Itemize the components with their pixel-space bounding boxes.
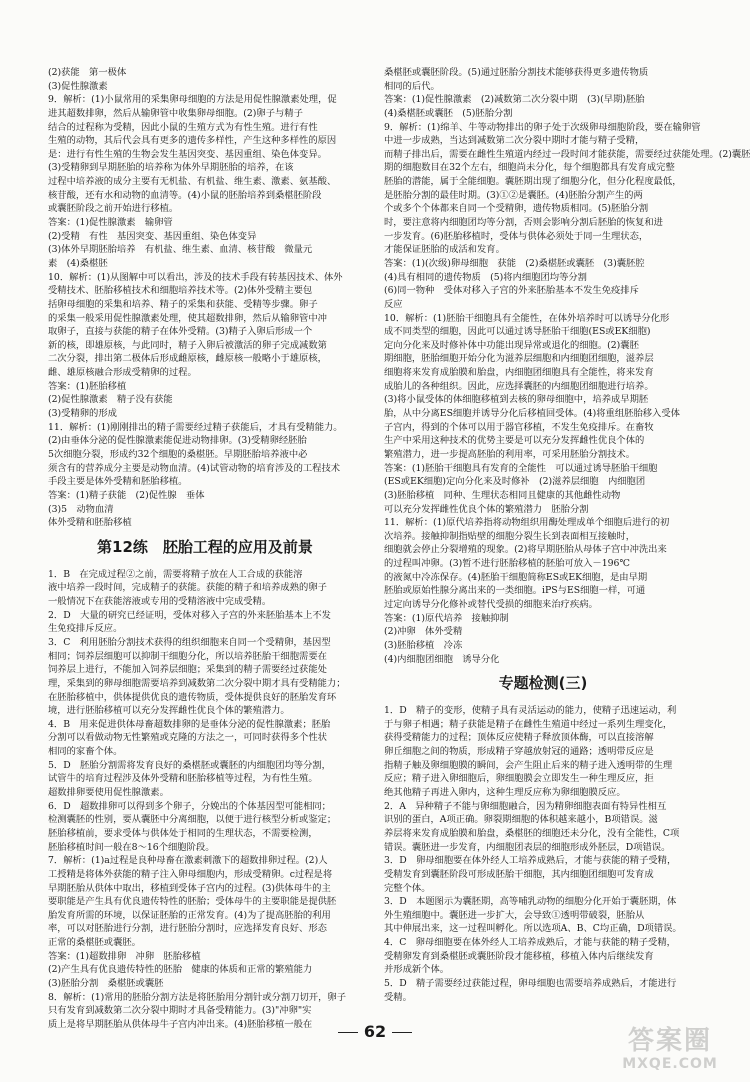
right-text-block-b: [384, 704, 702, 1004]
text-line: 试管牛的培育过程涉及体外受精和胚胎移植等过程，为有性生殖。: [48, 773, 318, 785]
text-line: 于与卵子相遇；精子获能是精子在雌性生殖道中经过一系列生理变化，: [384, 718, 673, 730]
text-line: 5次细胞分裂，形成约32个细胞的桑椹胚。早期胚胎培养液中必: [48, 448, 308, 460]
text-line: (4)内细胞团细胞 诱导分化: [384, 653, 500, 665]
text-line: 才能保证胚胎的成活和发育。: [384, 244, 505, 256]
text-line: 答案：(1)(次级)卵母细胞 获能 (2)桑椹胚或囊胚 (3)囊胚腔: [384, 257, 645, 269]
text-line: 是胚胎分割的最佳时期。(3)①②是囊胚。(4)胚胎分割产生的两: [384, 189, 643, 201]
text-line: 10．解析：(1)从图解中可以看出，涉及的技术手段有转基因技术、体外: [48, 271, 343, 283]
text-line: 受精卵发育到桑椹胚或囊胚阶段才能移植，移植入体内后继续发育: [384, 950, 654, 962]
text-line: (3)将小鼠受体的体细胞移植到去核的卵母细胞中，培养成早期胚: [384, 394, 649, 406]
text-line: 早期胚胎从供体中取出，移植到受体子宫内的过程。(3)供体母牛的主: [48, 882, 331, 894]
text-line: 11．解析：(1)刚刚排出的精子需要经过精子获能后，才具有受精能力。: [48, 421, 343, 433]
text-line: 相同的后代。: [384, 80, 440, 92]
text-line: 答案：(1)精子获能 (2)促性腺 垂体: [48, 489, 205, 501]
text-line: 或囊胚阶段之前开始进行移植。: [48, 203, 179, 215]
text-line: 在胚胎移植中，供体提供优良的遗传物质，受体提供良好的胚胎发育环: [48, 691, 337, 703]
text-line: 外生殖细胞中。囊胚进一步扩大，会导致①透明带破裂，胚胎从: [384, 909, 645, 921]
text-line: 3．D 本题图示为囊胚期，高等哺乳动物的细胞分化开始于囊胚期，体: [384, 896, 677, 908]
text-line: (6)同一物种 受体对移入子宫的外来胚胎基本不发生免疫排斥: [384, 285, 639, 297]
text-line: 雌、雄原核融合形成受精卵的过程。: [48, 367, 197, 379]
text-line: 成胎儿的各种组织。因此，应选择囊胚的内细胞团细胞进行培养。: [384, 380, 654, 392]
text-line: (3)5 动物血清: [48, 503, 114, 515]
text-line: 过定向诱导分化修补或替代受损的细胞来治疗疾病。: [384, 598, 598, 610]
text-line: 养层将来发育成胎膜和胎盘，桑椹胚的细胞还未分化，没有全能性，C项: [384, 827, 680, 839]
text-line: (4)桑椹胚或囊胚 (5)胚胎分割: [384, 107, 513, 119]
text-line: 受精发育到囊胚阶段可形成胚胎干细胞，其内细胞团细胞可发育成: [384, 868, 654, 880]
text-line: 细胞将来发育成胎膜和胎盘，内细胞团细胞具有全能性，将来发育: [384, 367, 654, 379]
text-line: 时，要注意将内细胞团均等分割，否则会影响分割后胚胎的恢复和进: [384, 217, 663, 229]
text-line: 中进一步成熟，当达到减数第二次分裂中期时才能与精子受精，: [384, 135, 645, 147]
text-line: 而精子排出后，需要在雌性生殖道内经过一段时间才能获能，需要经过获能处理。(2)囊胚: [384, 148, 750, 160]
text-line: 3．C 利用胚胎分割技术获得的组织细胞来自同一个受精卵，基因型: [48, 636, 331, 648]
text-line: 胚胎移植时间一般在8～16个细胞阶段。: [48, 841, 215, 853]
text-line: 8．解析：(1)常用的胚胎分割方法是将胚胎用分割针或分割刀切开，卵子: [48, 991, 346, 1003]
text-line: 2．D 大量的研究已经证明，受体对移入子宫的外来胚胎基本上不发: [48, 609, 331, 621]
text-line: 成不同类型的细胞，因此可以通过诱导胚胎干细胞(ES或EK细胞): [384, 326, 651, 338]
text-line: 结合的过程称为受精，因此小鼠的生殖方式为有性生殖。进行有性: [48, 121, 318, 133]
text-line: 答案：(1)胚胎移植: [48, 380, 127, 392]
text-line: (4)具有相同的遗传物质 (5)将内细胞团均等分割: [384, 271, 587, 283]
text-line: 其中伸展出来，这一过程叫孵化。所以选项A、B、C均正确，D项错误。: [384, 923, 682, 935]
text-line: 进其超数排卵，然后从输卵管中收集卵母细胞。(2)卵子与精子: [48, 107, 303, 119]
watermark-logo: [600, 1026, 740, 1078]
text-line: 是：进行有性生殖的生物会发生基因突变、基因重组、染色体变异。: [48, 148, 327, 160]
text-line: (2)由垂体分泌的促性腺激素能促进动物排卵。(3)受精卵经胚胎: [48, 435, 307, 447]
text-line: 反应；精子进入卵细胞后，卵细胞膜会立即发生一种生理反应，拒: [384, 773, 654, 785]
text-line: 相同；饲养层细胞可以抑制干细胞分化，所以培养胚胎干细胞需要在: [48, 650, 327, 662]
text-line: 1．D 精子的变形，使精子具有灵活运动的能力，使精子迅速运动，利: [384, 705, 677, 717]
text-line: 质上是将早期胚胎从供体母牛子宫内冲出来。(4)胚胎移植一般在: [48, 1018, 313, 1030]
text-line: 胚胎移植前，要求受体与供体处于相同的生理状态，不需要检测，: [48, 827, 318, 839]
text-line: 答案：(1)原代培养 接触抑制: [384, 612, 509, 624]
text-line: 须含有的营养成分主要是动物血清。(4)试管动物的培育涉及的工程技术: [48, 462, 341, 474]
text-line: 并形成新个体。: [384, 964, 450, 976]
text-line: 境，进行胚胎移植可以充分发挥雌性优良个体的繁殖潜力。: [48, 705, 290, 717]
text-line: 子宫内，得到的个体可以用于器官移植，不发生免疫排斥。在畜牧: [384, 421, 654, 433]
text-line: (2)冲卵 体外受精: [384, 626, 463, 638]
text-line: 素 (4)桑椹胚: [48, 257, 108, 269]
text-line: 识别的蛋白，A项正确。卵裂期细胞的体积越来越小，B项错误。滋: [384, 814, 658, 826]
text-line: 答案：(1)超数排卵 冲卵 胚胎移植: [48, 950, 201, 962]
text-line: 9．解析：(1)绵羊、牛等动物排出的卵子处于次级卵母细胞阶段，要在输卵管: [384, 121, 701, 133]
page-number-dash-left: [338, 1032, 358, 1034]
text-line: 受精技术、胚胎移植技术和细胞培养技术等。(2)体外受精主要包: [48, 285, 313, 297]
section-title-topic-test-3: 专题检测(三): [498, 674, 588, 693]
left-text-block-a: [48, 66, 362, 530]
text-line: 期的细胞数目在32个左右，细胞尚未分化，每个细胞都具有发育成完整: [384, 162, 675, 174]
text-line: 10．解析：(1)胚胎干细胞具有全能性，在体外培养时可以诱导分化形: [384, 312, 670, 324]
text-line: 括卵母细胞的采集和培养、精子的采集和获能、受精等步骤。卵子: [48, 298, 318, 310]
text-line: 分割可以看做动物无性繁殖或克隆的方法之一，可同时获得多个性状: [48, 732, 327, 744]
text-line: 一般情况下在获能溶液或专用的受精溶液中完成受精。: [48, 596, 272, 608]
text-line: (2)产生具有优良遗传特性的胚胎 健康的体质和正常的繁殖能力: [48, 964, 313, 976]
text-line: 答案：(1)胚胎干细胞具有发育的全能性 可以通过诱导胚胎干细胞: [384, 462, 658, 474]
text-line: (3)体外早期胚胎培养 有机盐、维生素、血清、核苷酸 微量元: [48, 244, 313, 256]
text-line: (3)胚胎移植 同种、生理状态相同且健康的其他雌性动物: [384, 489, 621, 501]
text-line: 1．B 在完成过程②之前，需要将精子放在人工合成的获能溶: [48, 568, 303, 580]
text-line: 工授精是将体外获能的精子注入卵母细胞内，形成受精卵。c过程是将: [48, 868, 333, 880]
text-line: 胎发育所需的环境，以保证胚胎的正常发育。(4)为了提高胚胎的利用: [48, 909, 331, 921]
watermark-top-text: 答案圈: [627, 1026, 712, 1056]
text-line: 反应: [384, 298, 403, 310]
text-line: (3)促性腺激素: [48, 80, 108, 92]
text-line: (3)受精卵到早期胚胎的培养称为体外早期胚胎的培养，在该: [48, 162, 294, 174]
text-line: 期细胞，胚胎细胞开始分化为滋养层细胞和内细胞团细胞，滋养层: [384, 353, 654, 365]
text-line: 的过程叫冲卵。(3)暂不进行胚胎移植的胚胎可放入－196℃: [384, 558, 630, 570]
text-line: 次培养。接触抑制指贴壁的细胞分裂生长到表面相互接触时，: [384, 530, 636, 542]
text-line: (2)受精 有性 基因突变、基因重组、染色体变异: [48, 230, 257, 242]
left-column: [48, 66, 362, 1032]
text-line: 5．D 胚胎分割需将发育良好的桑椹胚或囊胚的内细胞团均等分割，: [48, 759, 331, 771]
text-line: 答案：(1)促性腺激素 输卵管: [48, 217, 173, 229]
text-line: 4．C 卵母细胞要在体外经人工培养成熟后，才能与获能的精子受精，: [384, 937, 676, 949]
text-line: 卵丘细胞之间的物质，形成精子穿越放射冠的通路；透明带反应是: [384, 746, 654, 758]
text-line: 过程中培养液的成分主要有无机盐、有机盐、维生素、激素、氨基酸、: [48, 176, 337, 188]
text-line: 桑椹胚或囊胚阶段。(5)通过胚胎分割技术能够获得更多遗传物质: [384, 67, 649, 78]
text-line: 理，采集到的卵母细胞需要培养到减数第二次分裂中期才具有受精能力；: [48, 677, 346, 689]
text-line: 的采集一般采用促性腺激素处理，使其超数排卵，然后从输卵管中冲: [48, 312, 327, 324]
text-line: 9．解析：(1)小鼠常用的采集卵母细胞的方法是用促性腺激素处理，促: [48, 94, 337, 106]
text-line: 错误。囊胚进一步发育，内细胞团表层的细胞形成外胚层，D项错误。: [384, 841, 671, 853]
text-line: 新的核，即雄原核，与此同时，精子入卵后被激活的卵子完成减数第: [48, 339, 327, 351]
text-line: 指精子触及卵细胞膜的瞬间，会产生阻止后来的精子进入透明带的生理: [384, 759, 673, 771]
text-line: 胚胎或原始性腺分离出来的一类细胞。iPS与ES细胞一样，可通: [384, 585, 646, 597]
text-line: 7．解析：(1)a过程是良种母畜在激素刺激下的超数排卵过程。(2)人: [48, 855, 328, 867]
text-line: 要职能是产生具有优良遗传特性的胚胎；受体母牛的主要职能是提供胚: [48, 896, 337, 908]
text-line: 6．D 超数排卵可以得到多个卵子，分娩出的个体基因型可能相同；: [48, 800, 331, 812]
page-number-dash-right: [392, 1032, 412, 1034]
page-number-text: 62: [363, 1022, 387, 1041]
text-line: 绝其他精子再进入卵内，这种生理反应称为卵细胞膜反应。: [384, 787, 626, 799]
text-line: 饲养层上进行，不能加入饲养层细胞；采集到的精子需要经过获能处: [48, 664, 327, 676]
text-line: 一步发育。(6)胚胎移植时，受体与供体必须处于同一生理状态，: [384, 230, 649, 242]
watermark-bottom-text: MXQE.COM: [622, 1056, 718, 1072]
right-column: [384, 66, 750, 1004]
text-line: (3)胚胎分割 桑椹胚或囊胚: [48, 978, 164, 989]
text-line: 受精。: [384, 991, 412, 1003]
text-line: 相同的家畜个体。: [48, 746, 123, 758]
text-line: 生殖的动物，其后代会具有更多的遗传多样性，产生这种多样性的原因: [48, 135, 337, 147]
text-line: 生产中采用这种技术的优势主要是可以充分发挥雌性优良个体的: [384, 435, 645, 447]
text-line: 生免疫排斥反应。: [48, 623, 123, 635]
text-line: 2．A 异种精子不能与卵细胞融合，因为精卵细胞表面有特异性相互: [384, 800, 667, 812]
right-text-block-a: [384, 66, 750, 666]
text-line: 液中培养一段时间，完成精子的获能。获能的精子和培养成熟的卵子: [48, 582, 327, 594]
text-line: 定向分化来及时修补体中功能出现异常或退化的细胞。(2)囊胚: [384, 339, 639, 351]
section-title-lesson-12: 第12练 胚胎工程的应用及前景: [97, 537, 313, 556]
text-line: 率，可以对胚胎进行分割，进行胚胎分割时，应选择发育良好、形态: [48, 923, 327, 935]
left-text-block-b: [48, 568, 362, 1032]
text-line: 只有发育到减数第二次分裂中期时才具备受精能力。(3)"冲卵"实: [48, 1005, 312, 1017]
text-line: 可以充分发挥雌性优良个体的繁殖潜力 胚胎分割: [384, 503, 589, 515]
text-line: 获得受精能力的过程；顶体反应使精子释放顶体酶，可以直接溶解: [384, 732, 654, 744]
text-line: 完整个体。: [384, 882, 431, 894]
text-line: 个或多个个体都来自同一个受精卵，遗传物质相同。(5)胚胎分割: [384, 203, 649, 215]
text-line: 4．B 用来促进供体母畜超数排卵的是垂体分泌的促性腺激素；胚胎: [48, 718, 331, 730]
text-line: 检测囊胚的性别，要从囊胚中分离细胞，以便于进行核型分析或鉴定；: [48, 814, 337, 826]
text-line: 手段主要是体外受精和胚胎移植。: [48, 476, 188, 488]
text-line: 5．D 精子需要经过获能过程，卵母细胞也需要培养成熟后，才能进行: [384, 978, 677, 989]
text-line: 胚胎的潜能，属于全能细胞。囊胚期出现了细胞分化，但分化程度最低，: [384, 176, 682, 188]
text-line: 11．解析：(1)原代培养指将动物组织用酶处理成单个细胞后进行的初: [384, 517, 670, 529]
text-line: 繁殖潜力，进一步提高胚胎的利用率，可采用胚胎分割技术。: [384, 448, 636, 460]
text-line: 取卵子，直接与获能的精子在体外受精。(3)精子入卵后形成一个: [48, 326, 313, 338]
text-line: (3)胚胎移植 冷冻: [384, 639, 463, 651]
text-line: 细胞就会停止分裂增殖的现象。(2)将早期胚胎从母体子宫中冲洗出来: [384, 544, 667, 556]
text-line: 核苷酸，还有水和动物的血清等。(4)小鼠的胚胎培养到桑椹胚阶段: [48, 189, 322, 201]
text-line: (2)获能 第一极体: [48, 67, 127, 78]
text-line: 正常的桑椹胚或囊胚。: [48, 937, 141, 949]
text-line: (3)受精卵的形成: [48, 408, 117, 420]
text-line: (ES或EK细胞)定向分化来及时修补 (2)滋养层细胞 内细胞团: [384, 476, 646, 488]
text-line: 体外受精和胚胎移植: [48, 517, 132, 529]
text-line: 答案：(1)促性腺激素 (2)减数第二次分裂中期 (3)(早期)胚胎: [384, 94, 645, 106]
text-line: 胎，从中分离ES细胞并诱导分化后移植回受体。(4)将重组胚胎移入受体: [384, 408, 680, 420]
text-line: (2)促性腺激素 精子没有获能: [48, 394, 173, 406]
text-line: 的液氮中冷冻保存。(4)胚胎干细胞简称ES或EK细胞，是由早期: [384, 571, 648, 583]
text-line: 超数排卵要使用促性腺激素。: [48, 787, 169, 799]
text-line: 3．D 卵母细胞要在体外经人工培养成熟后，才能与获能的精子受精，: [384, 855, 677, 867]
text-line: 二次分裂，排出第二极体后形成雌原核，雌原核一般略小于雄原核，: [48, 353, 327, 365]
